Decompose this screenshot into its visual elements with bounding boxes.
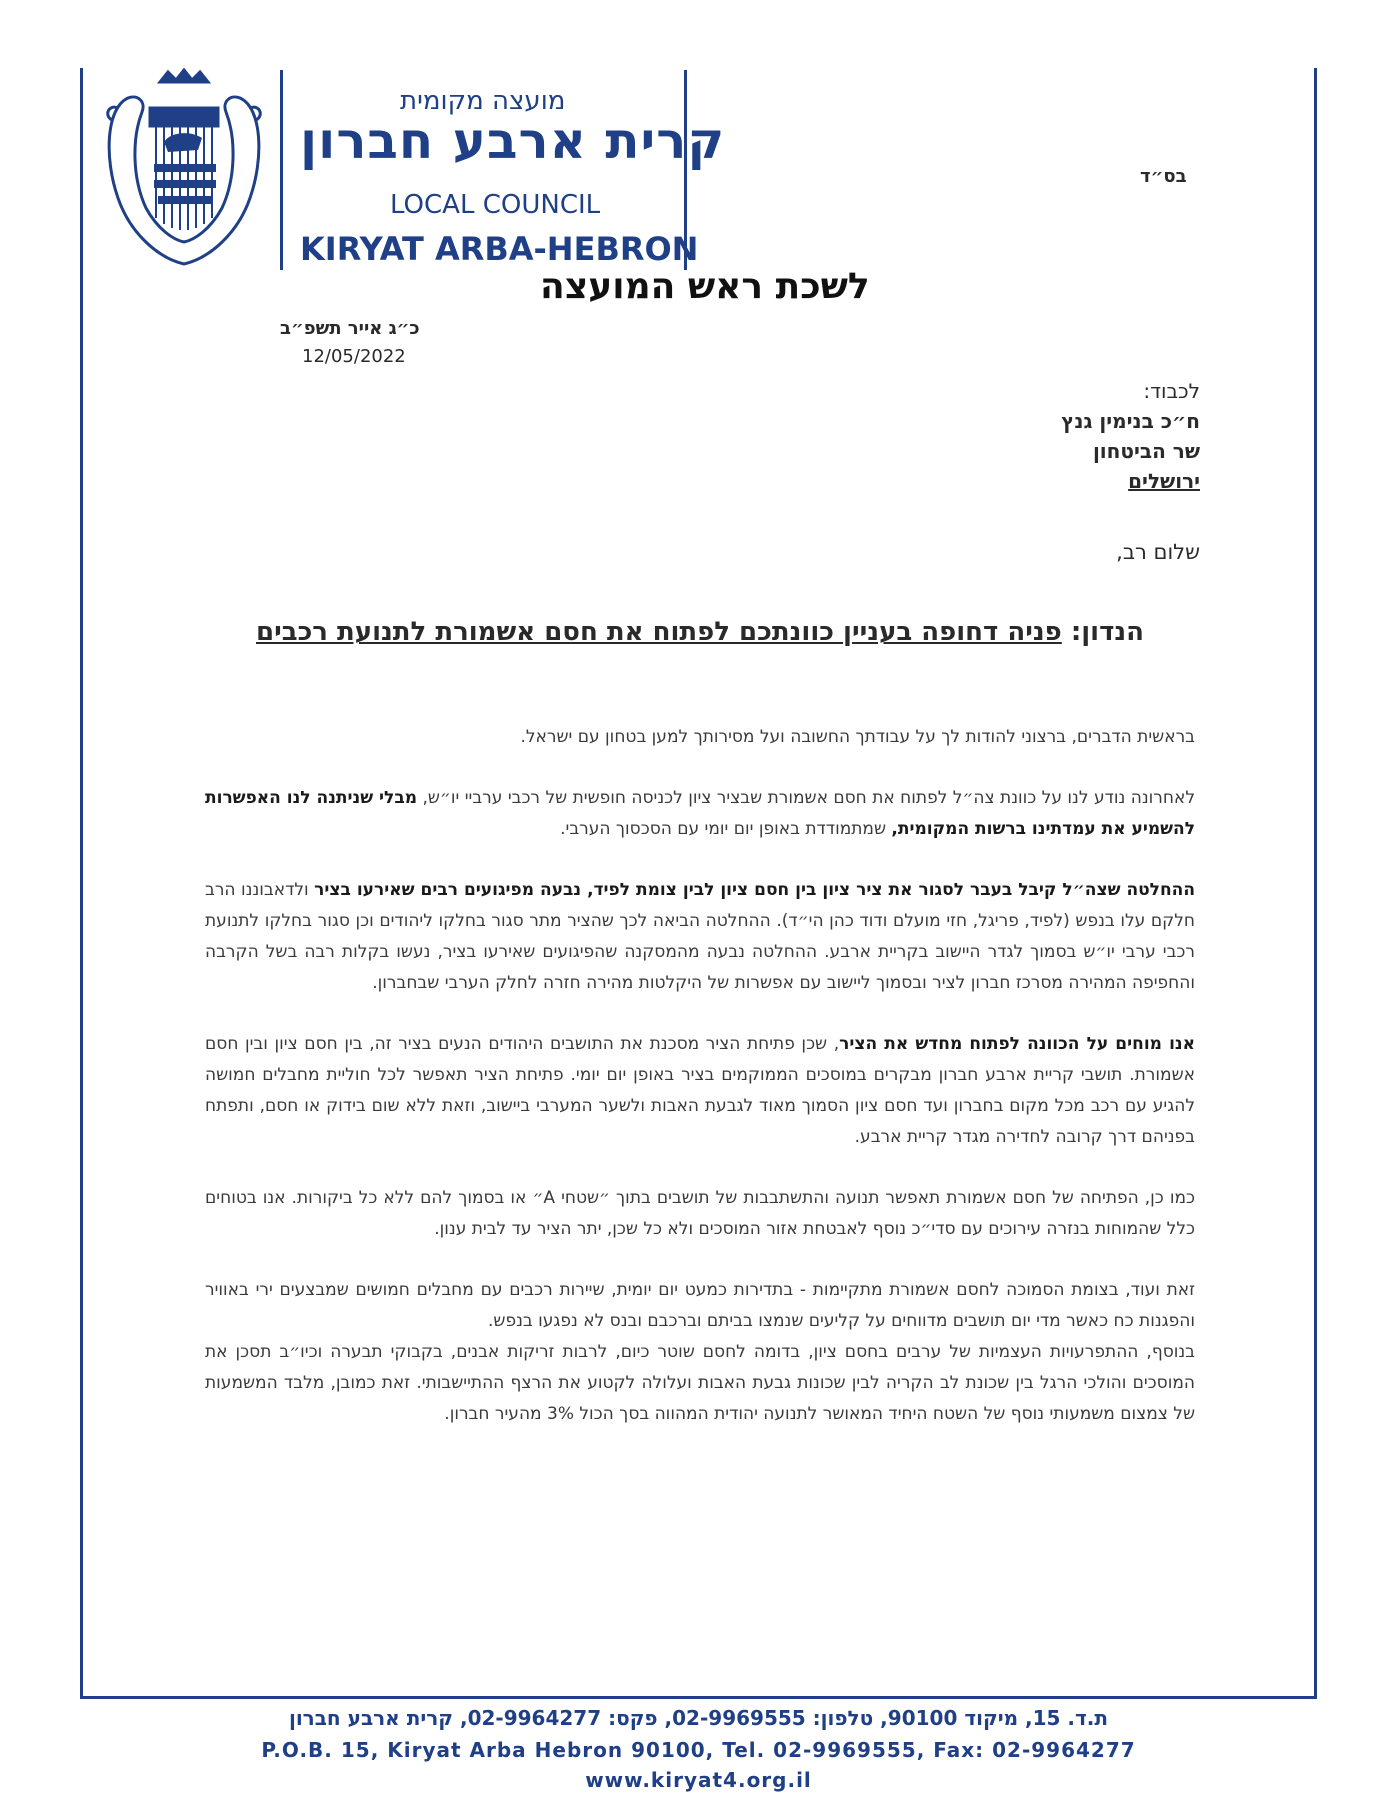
footer-english-address: P.O.B. 15, Kiryat Arba Hebron 90100, Tel. 02-9969555, Fax: 02-9964277 <box>261 1738 1136 1762</box>
paragraph-1: בראשית הדברים, ברצוני להודות לך על עבודתך החשובה ועל מסירותך למען בטחון עם ישראל. <box>520 727 1195 747</box>
recipient-title: שר הביטחון <box>1092 439 1200 463</box>
paragraph-6: זאת ועוד, בצומת הסמוכה לחסם אשמורת מתקיימות - בתדירות כמעט יום יומית, שיירות רכבים עם מחבלים חמושים שמבצעים ירי באוויר והפגנות כח כאשר מדי יום תושבים מדווחים על קליעים שנמצו בביתם וברכבם ובנס לא נפגעו בנפש. <box>205 1280 1195 1331</box>
council-english-label: LOCAL COUNCIL <box>390 190 601 220</box>
paragraph-3-bold: ההחלטה שצה״ל קיבל בעבר לסגור את ציר ציון בין חסם ציון לבין צומת לפיד, נבעה מפיגועים רבים שאירעו בציר <box>314 880 1196 900</box>
paragraph-3-text: ולדאבוננו הרב חלקם עלו בנפש (לפיד, פריגל, חזי מועלם ודוד כהן הי״ד). ההחלטה הביאה לכך שהציר מתר סגור בחלקו ליהודים וכן סגור בחלקו לתנועת רכבי ערבי יו״ש בסמוך לגדר היישוב בקריית ארבע. ההחלטה נבעה מהמסקנה שהפיגועים שאירעו בציר, נעשו בקלות רבה בשל הקרבה והחפיפה המהירה מסרכז חברון לציר ובסמוך ליישוב עם אפשרות של היקלטות מהירה חזרה לחלק הערבי שבחברון. <box>205 880 1195 993</box>
date-hebrew: כ״ג אייר תשפ״ב <box>280 318 420 339</box>
paragraph-4-text: , שכן פתיחת הציר מסכנת את התושבים היהודים הנעים בציר זה, בין חסם ציון ובין חסם אשמורת. תושבי קריית ארבע חברון מבקרים במוסכים הממוקמים בציר באופן יום יומי. פתיחת הציר תאפשר לכל חוליית מחבלים חמושה להגיע עם רכב מכל מקום בחברון ועד חסם ציון הסמוך מאוד לגבעת האבות ולשער המערבי ביישוב, וזאת ללא שום בידוק או חסם, ותפתח בפניהם דרך קרובה לחדירה מגדר קריית ארבע. <box>205 1034 1195 1147</box>
recipient-block <box>1061 376 1200 496</box>
paragraph-2 <box>205 783 1195 845</box>
greeting: שלום רב, <box>1116 540 1200 564</box>
lyre-emblem-icon <box>98 68 270 268</box>
bsd-mark: בס״ד <box>1140 166 1187 187</box>
frame-bottom-line <box>80 1696 1317 1699</box>
subject-text: פניה דחופה בעניין כוונתכם לפתוח את חסם אשמורת לתנועת רכבים <box>255 617 1062 647</box>
letter-body <box>205 722 1195 1430</box>
frame-right-line <box>1314 68 1317 1698</box>
recipient-label: לכבוד: <box>1143 379 1200 403</box>
recipient-name: ח״כ בנימין גנץ <box>1061 409 1200 433</box>
paragraph-2-text-a: לאחרונה נודע לנו על כוונת צה״ל לפתוח את חסם אשמורת שבציר ציון לכניסה חופשית של רכבי ערביי יו״ש, <box>422 788 1196 808</box>
paragraph-4-bold: אנו מוחים על הכוונה לפתוח מחדש את הציר <box>839 1034 1195 1054</box>
paragraph-2-bold: מבלי שניתנה לנו האפשרות להשמיע את עמדתינו ברשות המקומית, <box>205 788 1195 839</box>
paragraph-5: כמו כן, הפתיחה של חסם אשמורת תאפשר תנועה והתשתבבות של תושבים בתוך ״שטחי A״ או בסמוך להם ללא כל ביקורות. אנו בטוחים כלל שהמוחות בנזרה עירוכים עם סדי״כ נוסף לאבטחת אזור המוסכים ולא כל שכן, יתר הציר עד לבית ענון. <box>205 1188 1195 1239</box>
office-title: לשכת ראש המועצה <box>540 266 870 307</box>
paragraph-7: בנוסף, ההתפרעויות העצמיות של ערבים בחסם ציון, בדומה לחסם שוטר כיום, לרבות זריקות אבנים, בקבוקי תבערה וכיו״ב תסכן את המוסכים והולכי הרגל בין שכונת לב הקריה לבין שכונות גבעת האבות ועלולה לקטוע את הרצף ההתיישבותי. זאת כמובן, מלבד המשמעות של צמצום משמעותי נוסף של השטח היחיד המאושר לתנועה יהודית המהווה בסך הכול 3% מהעיר חברון. <box>205 1342 1195 1424</box>
footer-website-link[interactable]: www.kiryat4.org.il <box>585 1768 812 1792</box>
council-hebrew-name: קרית ארבע חברון <box>300 112 726 170</box>
recipient-city: ירושלים <box>1128 469 1200 493</box>
subject-prefix: הנדון: <box>1070 617 1145 647</box>
paragraph-4 <box>205 1029 1195 1153</box>
date-gregorian: 12/05/2022 <box>302 346 406 367</box>
council-hebrew-label: מועצה מקומית <box>400 86 566 116</box>
frame-left-line <box>80 68 83 1698</box>
footer-hebrew-address: ת.ד. 15, מיקוד 90100, טלפון: 02-9969555, פקס: 02-9964277, קרית ארבע חברון <box>288 1706 1109 1730</box>
paragraph-3 <box>205 875 1195 999</box>
header-separator-left <box>280 70 283 270</box>
council-english-name: KIRYAT ARBA-HEBRON <box>300 230 699 268</box>
subject-line <box>220 612 1180 652</box>
paragraph-2-text-b: שמתמודדת באופן יום יומי עם הסכסוך הערבי. <box>560 819 887 839</box>
